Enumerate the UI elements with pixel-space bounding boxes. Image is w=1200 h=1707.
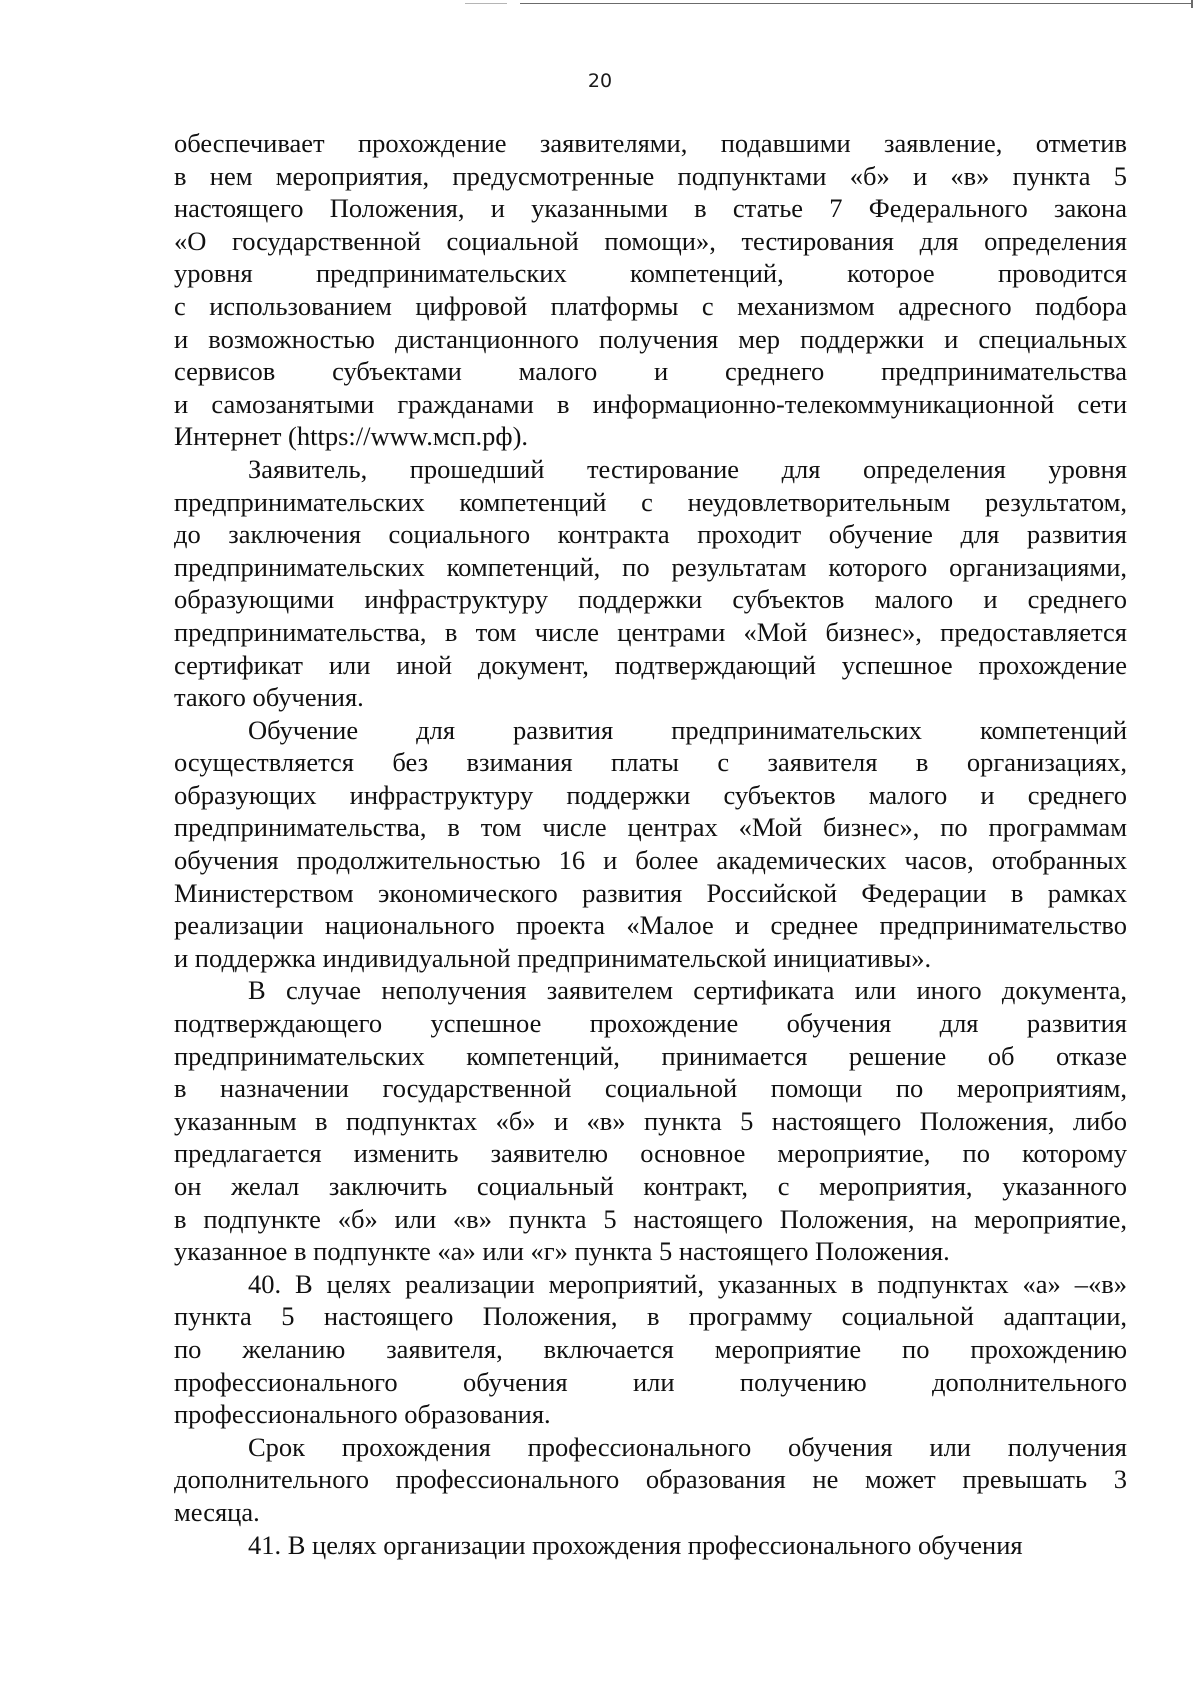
document-body [174, 127, 1127, 1561]
text-line: в назначении государственной социальной помощи по мероприятиям, [174, 1073, 1127, 1104]
text-line: предпринимательских компетенций с неудовлетворительным результатом, [174, 486, 1127, 517]
text-line: В случае неполучения заявителем сертификата или иного документа, [248, 975, 1127, 1006]
text-line: профессионального образования. [174, 1399, 551, 1430]
text-line: месяца. [174, 1496, 260, 1527]
text-line: реализации национального проекта «Малое и среднее предпринимательство [174, 910, 1127, 941]
text-line: такого обучения. [174, 682, 364, 713]
page-number: 20 [587, 70, 613, 92]
text-line: «О государственной социальной помощи», тестирования для определения [174, 225, 1127, 256]
text-line: предпринимательства, в том числе центрами «Мой бизнес», предоставляется [174, 616, 1127, 647]
text-line: он желал заключить социальный контракт, с мероприятия, указанного [174, 1171, 1127, 1201]
text-line: осуществляется без взимания платы с заявителя в организациях, [174, 747, 1127, 778]
text-line: 40. В целях реализации мероприятий, указанных в подпунктах «а» –«в» [248, 1268, 1127, 1299]
scan-corner-mark [1191, 0, 1193, 8]
text-line: обучения продолжительностью 16 и более академических часов, отобранных [174, 845, 1127, 876]
text-line: предлагается изменить заявителю основное мероприятие, по которому [174, 1138, 1127, 1169]
text-line: сервисов субъектами малого и среднего предпринимательства [174, 356, 1127, 387]
text-line: и самозанятыми гражданами в информационно-телекоммуникационной сети [174, 388, 1127, 419]
text-line: подтверждающего успешное прохождение обучения для развития [174, 1008, 1127, 1039]
text-line: предпринимательских компетенций, по результатам которого организациями, [174, 551, 1127, 582]
text-line: Интернет (https://www.мсп.рф). [174, 421, 529, 452]
text-line: образующими инфраструктуру поддержки субъектов малого и среднего [174, 584, 1127, 615]
paragraph [174, 1431, 1127, 1529]
text-line: пункта 5 настоящего Положения, в программу социальной адаптации, [174, 1301, 1127, 1332]
paragraph [174, 453, 1127, 714]
text-line: в нем мероприятия, предусмотренные подпунктами «б» и «в» пункта 5 [174, 160, 1127, 191]
scan-edge-mark [465, 3, 507, 4]
text-line: до заключения социального контракта проходит обучение для развития [174, 519, 1127, 550]
text-line: Срок прохождения профессионального обучения или получения [248, 1431, 1127, 1462]
text-line: предпринимательских компетенций, принимается решение об отказе [174, 1040, 1127, 1071]
paragraph [174, 1268, 1127, 1431]
paragraph [174, 974, 1127, 1267]
text-line: дополнительного профессионального образования не может превышать 3 [174, 1464, 1127, 1495]
text-line: и поддержка индивидуальной предпринимательской инициативы». [174, 942, 932, 973]
text-line: уровня предпринимательских компетенций, которое проводится [174, 258, 1127, 289]
text-line: Заявитель, прошедший тестирование для определения уровня [248, 453, 1127, 484]
paragraph [174, 714, 1127, 975]
paragraph [174, 1529, 1127, 1562]
text-line: указанное в подпункте «а» или «г» пункта 5 настоящего Положения. [174, 1236, 950, 1267]
text-line: сертификат или иной документ, подтверждающий успешное прохождение [174, 649, 1127, 680]
text-line: Обучение для развития предпринимательских компетенций [248, 714, 1127, 745]
text-line: настоящего Положения, и указанными в статье 7 Федерального закона [174, 193, 1127, 224]
text-line: с использованием цифровой платформы с механизмом адресного подбора [174, 290, 1127, 321]
scan-top-border [520, 3, 1192, 4]
text-line: и возможностью дистанционного получения мер поддержки и специальных [174, 323, 1127, 354]
text-line: предпринимательства, в том числе центрах «Мой бизнес», по программам [174, 812, 1127, 843]
text-line: по желанию заявителя, включается мероприятие по прохождению [174, 1333, 1127, 1364]
text-line: Министерством экономического развития Российской Федерации в рамках [174, 877, 1127, 908]
paragraph [174, 127, 1127, 453]
text-line: 41. В целях организации прохождения профессионального обучения [248, 1529, 1023, 1560]
text-line: указанным в подпунктах «б» и «в» пункта 5 настоящего Положения, либо [174, 1105, 1127, 1136]
text-line: образующих инфраструктуру поддержки субъектов малого и среднего [174, 779, 1127, 810]
text-line: обеспечивает прохождение заявителями, подавшими заявление, отметив [174, 128, 1127, 158]
text-line: в подпункте «б» или «в» пункта 5 настоящего Положения, на мероприятие, [174, 1203, 1127, 1234]
text-line: профессионального обучения или получению дополнительного [174, 1366, 1127, 1397]
